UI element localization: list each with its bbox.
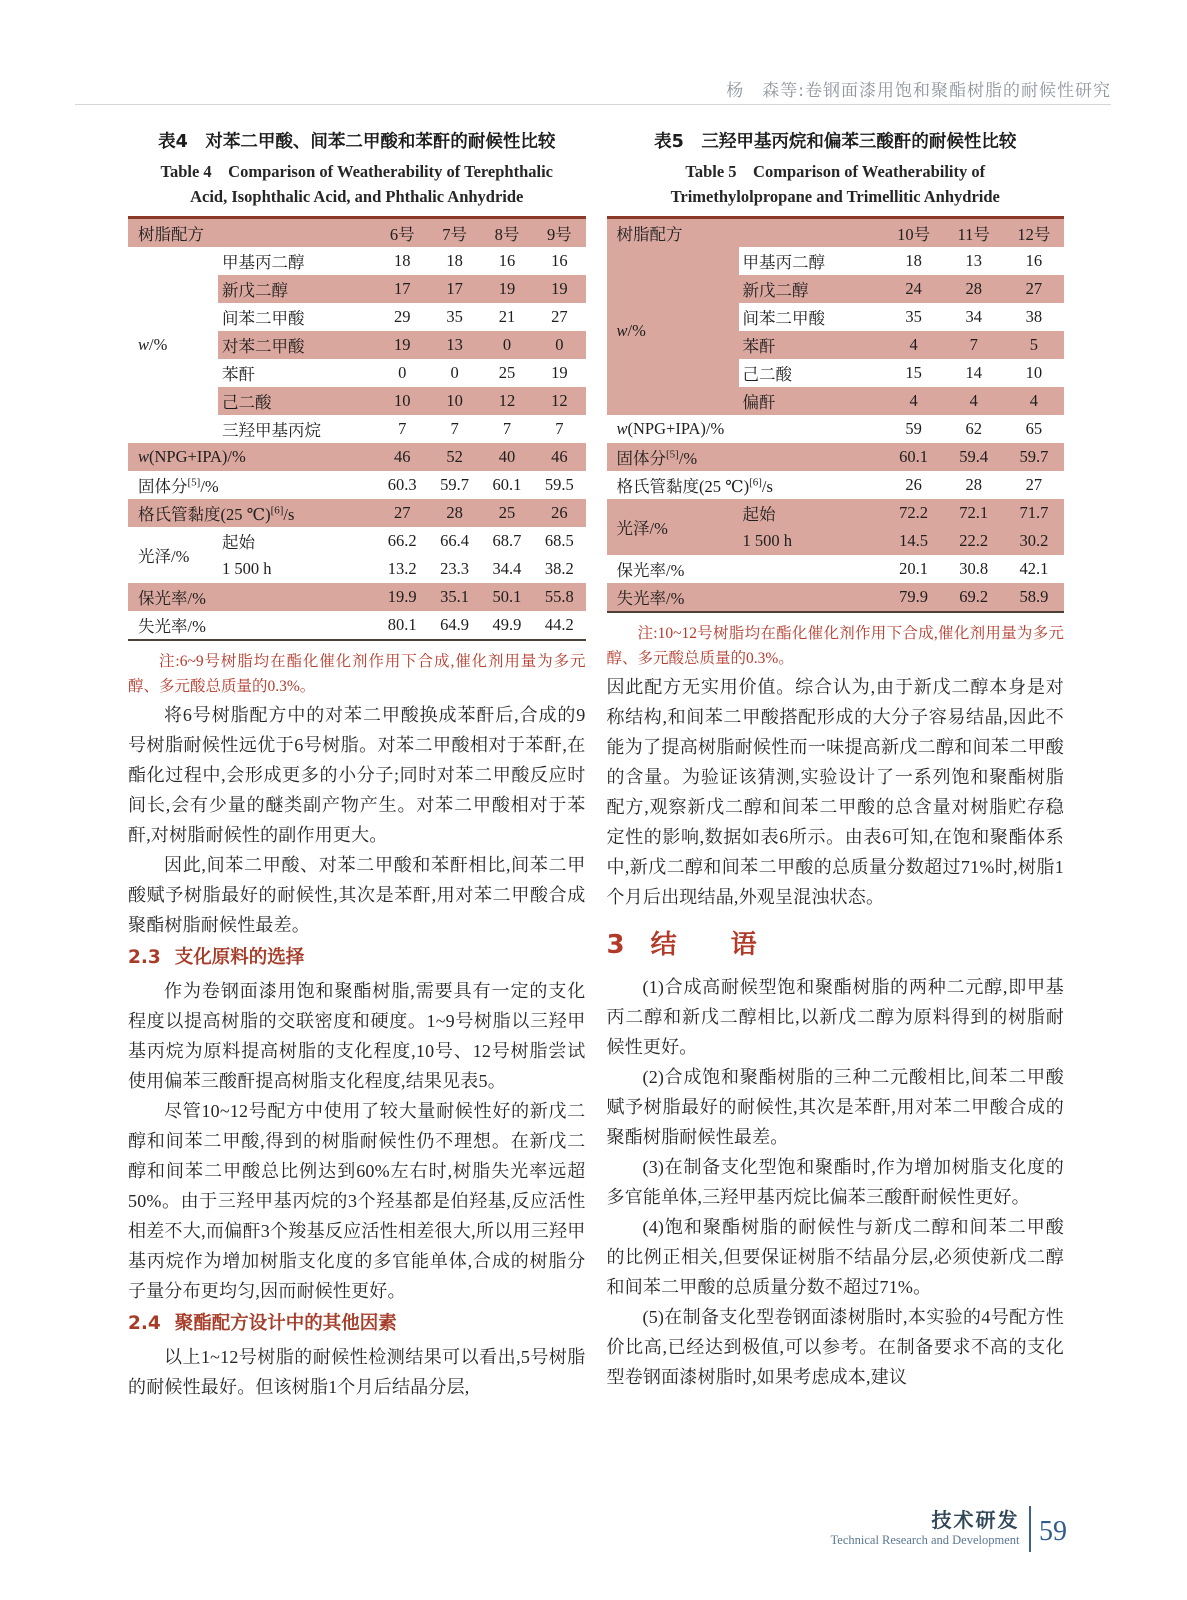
table-header-cell: 树脂配方 (128, 218, 376, 248)
table-cell: 60.1 (884, 443, 944, 471)
table-cell: 12 (533, 387, 585, 415)
table-cell: 80.1 (387, 615, 417, 635)
table-cell: 29 (393, 307, 411, 327)
table-cell: 19 (376, 331, 428, 359)
table-header-cell: 树脂配方 (607, 218, 884, 248)
table-row (128, 499, 586, 527)
paragraph: (1)合成高耐候型饱和聚酯树脂的两种二元醇,即甲基丙二醇和新戊二醇相比,以新戊二醇为原料得到的树脂耐候性更好。 (606, 976, 1064, 1057)
table-cell: 60.3 (387, 475, 417, 495)
table-cell: 12 (481, 387, 533, 415)
table-cell: 起始 (739, 499, 884, 527)
table-cell: 62 (965, 419, 982, 439)
paragraph: 因此配方无实用价值。综合认为,由于新戊二醇本身是对称结构,和间苯二甲酸搭配形成的大分子容易结晶,因此不能为了提高树脂耐候性而一味提高新戊二醇和间苯二甲酸的含量。为验证该猜测,实验设计了一系列饱和聚酯树脂配方,观察新戊二醇和间苯二甲酸的总含量对树脂贮存稳定性的影响,数据如表6所示。由表6可知,在饱和聚酯体系中,新戊二醇和间苯二甲酸的总质量分数超过71%时,树脂1个月后出现结晶,外观呈混浊状态。 (606, 676, 1064, 907)
table-cell: 16 (551, 251, 568, 271)
table-cell: 38.2 (544, 559, 574, 579)
table-group-label: w/% (128, 247, 218, 443)
table-cell: 27 (551, 307, 568, 327)
table-cell: 42.1 (1019, 559, 1049, 579)
table-cell: 65 (1025, 419, 1043, 439)
table-cell: 己二酸 (218, 387, 376, 415)
table-cell: w(NPG+IPA)/% (616, 419, 725, 439)
table-cell: 72.2 (884, 499, 944, 527)
table-cell: 4 (884, 387, 944, 415)
table-cell: 25 (481, 499, 533, 527)
paragraph: (2)合成饱和聚酯树脂的三种二元酸相比,间苯二甲酸赋予树脂最好的耐候性,其次是苯酐,用对苯二甲酸合成的聚酯树脂耐候性最差。 (606, 1066, 1064, 1147)
table-cell: 59 (905, 419, 922, 439)
table-cell: 7 (944, 331, 1004, 359)
paragraph: (3)在制备支化型饱和聚酯时,作为增加树脂支化度的多官能单体,三羟甲基丙烷比偏苯三酸酐耐候性更好。 (606, 1156, 1064, 1207)
table-cell: 28 (965, 475, 982, 495)
table4-note: 注:6~9号树脂均在酯化催化剂作用下合成,催化剂用量为多元醇、多元酸总质量的0.3%。 (128, 653, 586, 696)
table-cell: 格氏管黏度(25 ℃)[6]/s (128, 499, 376, 527)
table-cell: 0 (398, 363, 407, 383)
table-row (607, 415, 1065, 443)
table-row (607, 218, 1065, 248)
table-cell: 66.4 (440, 531, 469, 551)
table-cell: 27 (376, 499, 428, 527)
table-cell: 40 (481, 443, 533, 471)
table-cell: 保光率/% (616, 561, 685, 581)
table-cell: 19.9 (376, 583, 428, 611)
table-cell: 20.1 (899, 559, 929, 579)
section-heading-3: 3 结 语 (606, 929, 771, 960)
table5-title-en: Table 5 Comparison of Weatherability of Trimethylolpropane and Trimellitic Anhydride (670, 161, 1000, 206)
table-row (607, 583, 1065, 612)
table-cell: 79.9 (884, 583, 944, 612)
table-row (128, 218, 586, 248)
table-cell: 固体分[5]/% (138, 476, 219, 497)
table-cell: 失光率/% (607, 583, 884, 612)
table4-title-en: Table 4 Comparison of Weatherability of Terephthalic Acid, Isophthalic Acid, and Phthalic Anhydride (160, 161, 554, 206)
table-cell: 59.4 (944, 443, 1004, 471)
table-5 (607, 216, 1065, 613)
table-cell: 49.9 (492, 615, 522, 635)
table-cell: 0 (533, 331, 585, 359)
two-column-layout (128, 131, 1064, 1402)
table-cell: 10 (1025, 363, 1043, 383)
table-cell: 72.1 (944, 499, 1004, 527)
table-cell: 苯酐 (222, 365, 255, 385)
table-row (607, 499, 1065, 527)
table-cell: 甲基丙二醇 (742, 253, 825, 273)
left-column (128, 131, 586, 1402)
table-header-cell: 12号 (1004, 218, 1064, 248)
table-cell: 35.1 (428, 583, 480, 611)
table-row (128, 583, 586, 611)
table-row (128, 443, 586, 471)
table-row (128, 247, 586, 275)
table-cell: 34 (965, 307, 982, 327)
table-cell: 69.2 (944, 583, 1004, 612)
table-cell: 46 (533, 443, 585, 471)
table-header-cell: 9号 (533, 218, 585, 248)
table-row (607, 555, 1065, 583)
table-cell: 13 (428, 331, 480, 359)
table5-note: 注:10~12号树脂均在酯化催化剂作用下合成,催化剂用量为多元醇、多元酸总质量的0.3%。 (606, 625, 1064, 668)
table-cell: 34.4 (492, 559, 522, 579)
table-cell: 18 (446, 251, 463, 271)
table-cell: 35 (905, 307, 922, 327)
table-cell: 间苯二甲酸 (742, 309, 825, 329)
table-cell: 4 (944, 387, 1004, 415)
section-heading-2-4: 2.4 聚酯配方设计中的其他因素 (128, 1312, 397, 1334)
header-rule (75, 104, 1111, 105)
table-row (128, 471, 586, 499)
table-row (607, 471, 1065, 499)
table-cell: 17 (376, 275, 428, 303)
table-cell: 对苯二甲酸 (218, 331, 376, 359)
table-cell: 新戊二醇 (739, 275, 884, 303)
table-row (128, 611, 586, 640)
table4-title-cn: 表4 对苯二甲酸、间苯二甲酸和苯酐的耐候性比较 (158, 132, 556, 152)
table-cell: 间苯二甲酸 (222, 309, 305, 329)
table-row (128, 527, 586, 555)
table-group-label: 光泽/% (607, 499, 739, 555)
table-cell: 71.7 (1004, 499, 1064, 527)
table-cell: 7 (502, 419, 512, 439)
table-cell: 苯酐 (739, 331, 884, 359)
table-row (607, 443, 1065, 471)
table-header-cell: 11号 (944, 218, 1004, 248)
table-cell: 60.1 (492, 475, 522, 495)
footer-section-title (831, 1509, 1020, 1548)
section-heading-2-3: 2.3 支化原料的选择 (128, 946, 305, 968)
table5-title-cn: 表5 三羟甲基丙烷和偏苯三酸酐的耐候性比较 (654, 132, 1017, 152)
table-cell: 35 (446, 307, 463, 327)
table-cell: 起始 (222, 533, 255, 553)
paragraph: 作为卷钢面漆用饱和聚酯树脂,需要具有一定的支化程度以提高树脂的交联密度和硬度。1~9号树脂以三羟甲基丙烷为原料提高树脂的支化程度,10号、12号树脂尝试使用偏苯三酸酐提高树脂支化程度,结果见表5。 (128, 980, 586, 1091)
table-cell: 55.8 (533, 583, 585, 611)
paragraph: (4)饱和聚酯树脂的耐候性与新戊二醇和间苯二甲酸的比例正相关,但要保证树脂不结晶分层,必须使新戊二醇和间苯二甲酸的总质量分数不超过71%。 (606, 1216, 1064, 1297)
page-number: 59 (1039, 1516, 1067, 1547)
right-column (607, 131, 1065, 1402)
table-cell: 13 (965, 251, 982, 271)
table-cell: 10 (428, 387, 480, 415)
table-cell: 0 (450, 363, 459, 383)
table-cell: 24 (884, 275, 944, 303)
table-cell: 30.8 (959, 559, 989, 579)
table-header-cell: 8号 (481, 218, 533, 248)
table-cell: 4 (884, 331, 944, 359)
table-group-label: w/% (607, 247, 739, 415)
paragraph: 将6号树脂配方中的对苯二甲酸换成苯酐后,合成的9号树脂耐候性远优于6号树脂。对苯二甲酸相对于苯酐,在酯化过程中,会形成更多的小分子;同时对苯二甲酸反应时间长,会有少量的醚类副产物产生。对苯二甲酸相对于苯酐,对树脂耐候性的副作用更大。 (128, 704, 586, 845)
table-cell: 27 (1025, 475, 1043, 495)
table-cell: 64.9 (440, 615, 469, 635)
table-cell: 23.3 (440, 559, 469, 579)
table-header-cell: 6号 (376, 218, 428, 248)
table-cell: 21 (498, 307, 516, 327)
table-header-cell: 7号 (428, 218, 480, 248)
table-cell: 16 (1025, 251, 1043, 271)
table-cell: 68.5 (544, 531, 574, 551)
table-cell: 保光率/% (128, 583, 376, 611)
table-cell: 7 (450, 419, 459, 439)
table-cell: 18 (393, 251, 411, 271)
running-header: 杨 森等:卷钢面漆用饱和聚酯树脂的耐候性研究 (726, 81, 1111, 101)
table-cell: 68.7 (492, 531, 522, 551)
table-cell: 66.2 (387, 531, 417, 551)
table-cell: 59.7 (440, 475, 469, 495)
table-cell: 28 (944, 275, 1004, 303)
table-cell: 46 (376, 443, 428, 471)
table-cell: 0 (481, 331, 533, 359)
table-cell: 19 (481, 275, 533, 303)
table-cell: 58.9 (1004, 583, 1064, 612)
table-cell: 偏酐 (739, 387, 884, 415)
table-cell: 16 (498, 251, 516, 271)
paragraph: 尽管10~12号配方中使用了较大量耐候性好的新戊二醇和间苯二甲酸,得到的树脂耐候性仍不理想。在新戊二醇和间苯二甲酸总比例达到60%左右时,树脂失光率远超50%。由于三羟甲基丙烷的3个羟基都是伯羟基,反应活性相差不大,而偏酐3个羧基反应活性相差很大,所以用三羟甲基丙烷作为增加树脂支化度的多官能单体,合成的树脂分子量分布更均匀,因而耐候性更好。 (128, 1100, 586, 1301)
table-cell: 格氏管黏度(25 ℃)[6]/s (616, 476, 773, 497)
table-cell: 18 (905, 251, 922, 271)
table-cell: 14.5 (884, 527, 944, 555)
table-cell: 26 (905, 475, 922, 495)
table-cell: 25 (498, 363, 516, 383)
table-cell: 新戊二醇 (218, 275, 376, 303)
table-cell: 4 (1004, 387, 1064, 415)
table-cell: 甲基丙二醇 (222, 253, 305, 273)
table-cell: 己二酸 (742, 365, 792, 385)
table-cell: 14 (965, 363, 982, 383)
table-cell: 7 (555, 419, 564, 439)
table-group-label: 光泽/% (128, 527, 218, 583)
table-cell: 7 (398, 419, 407, 439)
table-cell: 1 500 h (739, 527, 884, 555)
table-cell: 失光率/% (138, 617, 206, 637)
footer-divider (1029, 1506, 1032, 1552)
table-cell: 固体分[5]/% (607, 443, 884, 471)
table-cell: 10 (376, 387, 428, 415)
table-4 (128, 216, 586, 641)
table-cell: 27 (1004, 275, 1064, 303)
paragraph: (5)在制备支化型卷钢面漆树脂时,本实验的4号配方性价比高,已经达到极值,可以参考。在制备要求不高的支化型卷钢面漆树脂时,如果考虑成本,建议 (606, 1306, 1064, 1387)
table-cell: 59.5 (544, 475, 574, 495)
table-cell: 1 500 h (222, 559, 272, 579)
table-cell: 52 (428, 443, 480, 471)
table-row (607, 247, 1065, 275)
table-cell: 50.1 (481, 583, 533, 611)
page-footer (831, 1506, 1067, 1552)
table-cell: 17 (428, 275, 480, 303)
paragraph: 以上1~12号树脂的耐候性检测结果可以看出,5号树脂的耐候性最好。但该树脂1个月后结晶分层, (128, 1346, 586, 1397)
table-cell: 59.7 (1004, 443, 1064, 471)
paragraph: 因此,间苯二甲酸、对苯二甲酸和苯酐相比,间苯二甲酸赋予树脂最好的耐候性,其次是苯酐,用对苯二甲酸合成聚酯树脂耐候性最差。 (128, 854, 586, 935)
footer-section-en: Technical Research and Development (830, 1533, 1020, 1548)
table-cell: 5 (1004, 331, 1064, 359)
table-cell: 13.2 (387, 559, 417, 579)
table-cell: 38 (1025, 307, 1043, 327)
footer-section-cn: 技术研发 (931, 1508, 1020, 1533)
table-cell: 三羟甲基丙烷 (222, 421, 321, 441)
table-cell: 28 (428, 499, 480, 527)
table-cell: 19 (551, 363, 568, 383)
table-cell: 30.2 (1004, 527, 1064, 555)
table-cell: 15 (905, 363, 922, 383)
table-cell: 26 (533, 499, 585, 527)
table-cell: w(NPG+IPA)/% (128, 443, 376, 471)
table-cell: 44.2 (544, 615, 574, 635)
table-cell: 19 (533, 275, 585, 303)
table-cell: 22.2 (944, 527, 1004, 555)
table-header-cell: 10号 (884, 218, 944, 248)
